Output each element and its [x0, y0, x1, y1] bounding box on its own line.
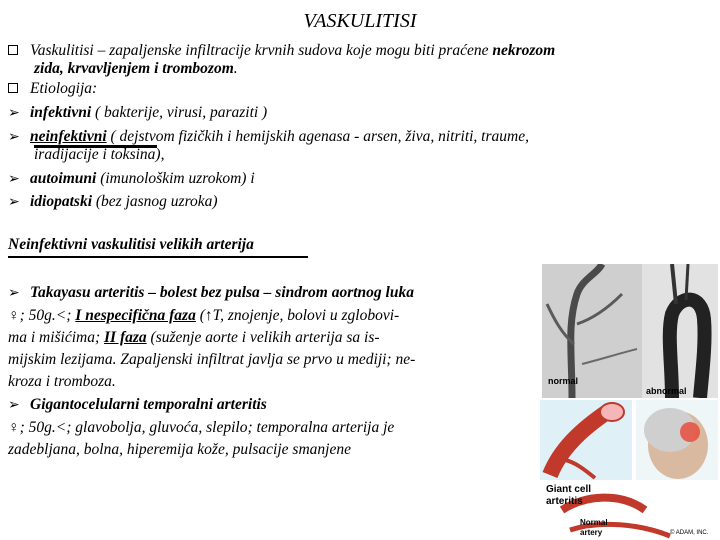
arrow-bullet-icon: ➢	[8, 172, 20, 187]
noninfective-line-2	[34, 146, 164, 164]
takayasu-line-1	[8, 307, 399, 325]
copyright-text: © ADAM, INC.	[670, 530, 709, 536]
idiopathic-line	[8, 193, 218, 212]
gca-graphic	[540, 400, 718, 540]
etiology-label: Etiologija:	[30, 80, 98, 97]
arrow-bullet-icon: ➢	[8, 398, 20, 413]
takayasu-line-4: kroza i tromboza.	[8, 373, 116, 390]
gca-heading-line	[8, 396, 267, 415]
arrow-bullet-icon: ➢	[8, 130, 20, 145]
definition-line-2	[34, 60, 238, 78]
angiogram-normal-image	[542, 264, 642, 398]
normal-artery-caption-1: Normal	[580, 518, 608, 527]
arrow-bullet-icon: ➢	[8, 286, 20, 301]
idiopathic-label: idiopatski	[30, 193, 93, 210]
abnormal-label: abnormal	[646, 386, 687, 396]
takayasu-phase-2: II faza	[104, 329, 147, 346]
section-heading: Neinfektivni vaskulitisi velikih arterija	[8, 236, 254, 253]
arrow-bullet-icon: ➢	[8, 106, 20, 121]
square-bullet-icon	[8, 42, 30, 60]
takayasu-heading-line	[8, 284, 414, 303]
takayasu-heading: Takayasu arteritis – bolest bez pulsa – sindrom aortnog luka	[30, 284, 414, 301]
angiogram-abnormal-image	[642, 264, 718, 398]
gca-caption-1: Giant cell	[546, 484, 592, 495]
takayasu-text-1a: ♀; 50g.<;	[8, 307, 76, 324]
autoimmune-line	[8, 170, 255, 189]
definition-line	[8, 42, 555, 60]
takayasu-text-1c: (↑T, znojenje, bolovi u zglobovi-	[195, 307, 400, 324]
noninfective-label: neinfektivni	[30, 128, 107, 145]
normal-label: normal	[548, 376, 579, 386]
infective-label: infektivni	[30, 104, 92, 121]
giant-cell-arteritis-illustration	[540, 400, 718, 540]
arrow-bullet-icon: ➢	[8, 195, 20, 210]
noninfective-detail-2: iradijacije i toksina),	[34, 146, 165, 163]
infective-detail: ( bakterije, virusi, paraziti )	[91, 104, 268, 121]
gca-line-1: ♀; 50g.<; glavobolja, gluvoća, slepilo; temporalna arterija je	[8, 419, 395, 436]
gca-heading: Gigantocelularni temporalni arteritis	[30, 396, 267, 413]
infective-line	[8, 104, 267, 123]
gca-line-2: zadebljana, bolna, hiperemija kože, pulsacije smanjene	[8, 441, 351, 458]
idiopathic-detail: (bez jasnog uzroka)	[92, 193, 218, 210]
square-bullet-icon	[8, 80, 30, 98]
definition-bold-rest: zida, krvavljenjem i trombozom	[34, 60, 234, 77]
page-title: VASKULITISI	[303, 10, 417, 32]
autoimmune-detail: (imunološkim uzrokom) i	[96, 170, 255, 187]
takayasu-phase-1: I nespecifična faza	[75, 307, 196, 324]
normal-artery-caption-2: artery	[580, 528, 603, 537]
takayasu-text-2a: ma i mišićima;	[8, 329, 105, 346]
takayasu-line-3: mijskim lezijama. Zapaljenski infiltrat javlja se prvo u mediji; ne-	[8, 351, 416, 368]
definition-bold-necrosis: nekrozom	[492, 42, 556, 59]
autoimmune-label: autoimuni	[30, 170, 97, 187]
noninfective-detail: ( dejstvom fizičkih i hemijskih agenasa - arsen, živa, nitriti, traume,	[106, 128, 529, 145]
gca-caption-2: arteritis	[546, 496, 583, 507]
angiogram-abnormal-graphic	[642, 264, 718, 398]
takayasu-line-2	[8, 329, 380, 347]
definition-text: Vaskulitisi – zapaljenske infiltracije krvnih sudova koje mogu biti praćene	[30, 42, 493, 59]
definition-end: .	[233, 60, 238, 77]
takayasu-text-2c: (suženje aorte i velikih arterija sa is-	[146, 329, 380, 346]
heading-underline	[8, 256, 308, 258]
etiology-line	[8, 80, 97, 98]
